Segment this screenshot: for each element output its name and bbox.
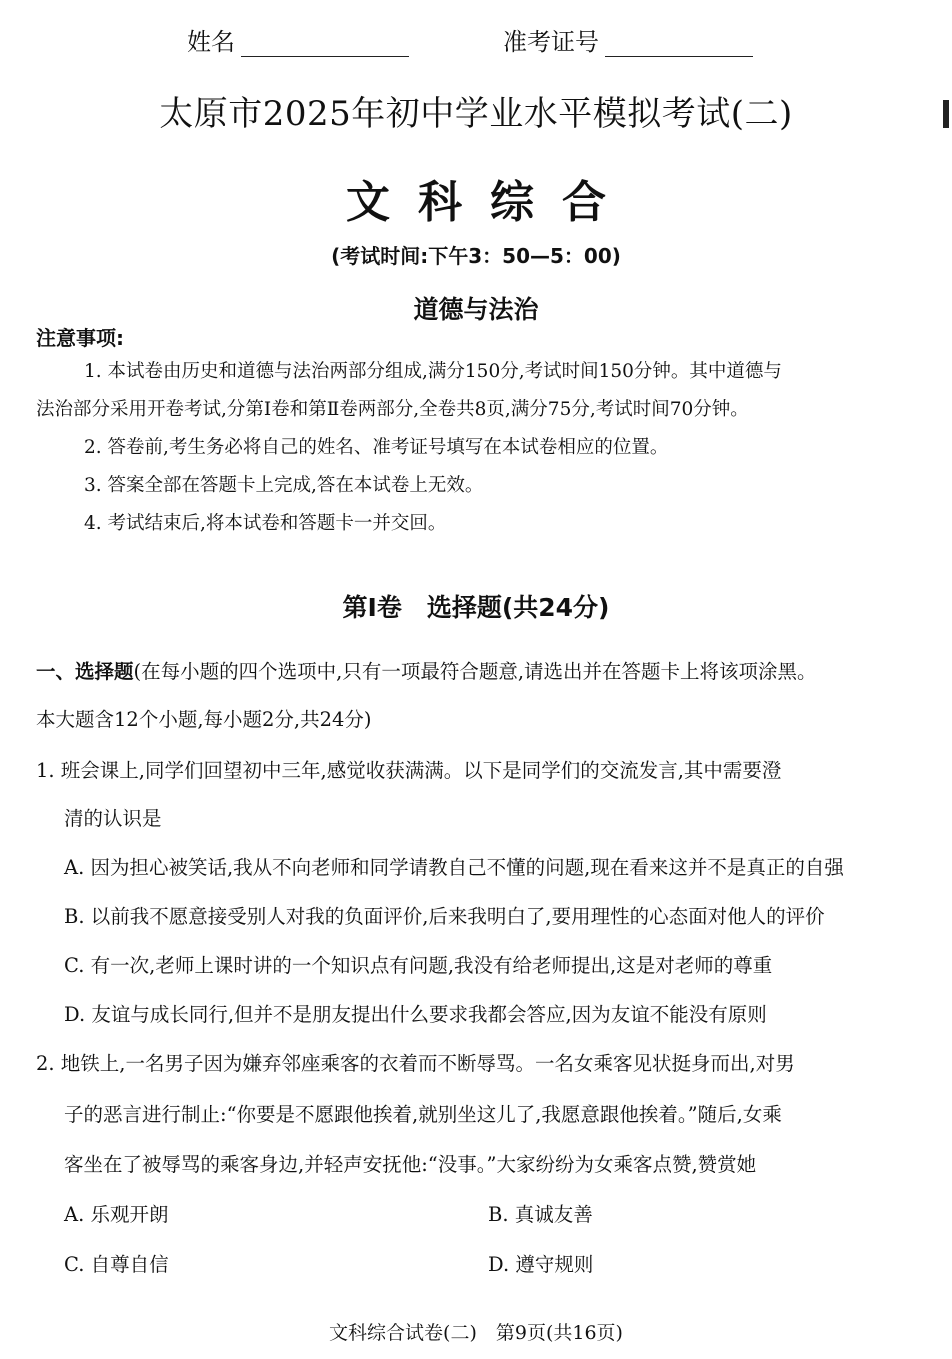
- name-blank-line: [241, 30, 409, 57]
- exam-time: (考试时间:下午3：50—5：00): [331, 244, 621, 268]
- ticket-blank-line: [605, 30, 753, 57]
- notes-heading: 注意事项:: [36, 326, 124, 350]
- question-1-stem: 清的认识是: [64, 807, 162, 830]
- part-title: 第Ⅰ卷 选择题(共24分): [342, 593, 610, 622]
- question-1-option-c: C. 有一次,老师上课时讲的一个知识点有问题,我没有给老师提出,这是对老师的尊重: [64, 954, 773, 977]
- question-2-option-d: D. 遵守规则: [488, 1253, 594, 1276]
- question-2-stem: 子的恶言进行制止:“你要是不愿跟他挨着,就别坐这儿了,我愿意跟他挨着。”随后,女乘: [64, 1103, 782, 1126]
- ticket-field: [503, 22, 753, 57]
- exam-title: 太原市2025年初中学业水平模拟考试(二): [159, 94, 793, 134]
- question-2-option-a: A. 乐观开朗: [64, 1203, 169, 1226]
- note-line: 3. 答案全部在答题卡上完成,答在本试卷上无效。: [84, 475, 484, 496]
- question-2-option-b: B. 真诚友善: [488, 1203, 593, 1226]
- note-line: 2. 答卷前,考生务必将自己的姓名、准考证号填写在本试卷相应的位置。: [84, 437, 669, 458]
- section-title: 道德与法治: [413, 295, 539, 324]
- name-label: 姓名: [187, 28, 235, 56]
- question-1-option-a: A. 因为担心被笑话,我从不向老师和同学请教自己不懂的问题,现在看来这并不是真正的自强: [64, 856, 844, 879]
- page-footer: 文科综合试卷(二) 第9页(共16页): [329, 1322, 623, 1344]
- subject-title: 文科综合: [346, 177, 634, 228]
- ticket-label: 准考证号: [503, 28, 599, 56]
- question-2-stem: 客坐在了被辱骂的乘客身边,并轻声安抚他:“没事。”大家纷纷为女乘客点赞,赞赏她: [64, 1153, 757, 1176]
- question-1-option-d: D. 友谊与成长同行,但并不是朋友提出什么要求我都会答应,因为友谊不能没有原则: [64, 1003, 767, 1026]
- name-field: [187, 22, 409, 57]
- binding-edge-mark: [943, 100, 949, 128]
- instructions-text: (在每小题的四个选项中,只有一项最符合题意,请选出并在答题卡上将该项涂黑。: [133, 660, 817, 683]
- instructions-line: 本大题含12个小题,每小题2分,共24分): [36, 708, 372, 731]
- question-2-stem: 2. 地铁上,一名男子因为嫌弃邻座乘客的衣着而不断辱骂。一名女乘客见状挺身而出,对男: [36, 1052, 795, 1075]
- question-2-option-c: C. 自尊自信: [64, 1253, 169, 1276]
- candidate-info: [0, 22, 952, 58]
- question-1-stem: 1. 班会课上,同学们回望初中三年,感觉收获满满。以下是同学们的交流发言,其中需要澄: [36, 759, 782, 782]
- instructions-lead: 一、选择题: [36, 660, 134, 683]
- note-line: 4. 考试结束后,将本试卷和答题卡一并交回。: [84, 513, 447, 534]
- note-line: 1. 本试卷由历史和道德与法治两部分组成,满分150分,考试时间150分钟。其中道德与: [84, 361, 782, 382]
- question-1-option-b: B. 以前我不愿意接受别人对我的负面评价,后来我明白了,要用理性的心态面对他人的评价: [64, 905, 825, 928]
- note-line: 法治部分采用开卷考试,分第Ⅰ卷和第Ⅱ卷两部分,全卷共8页,满分75分,考试时间70分钟。: [36, 399, 749, 420]
- instructions-line: [36, 656, 817, 684]
